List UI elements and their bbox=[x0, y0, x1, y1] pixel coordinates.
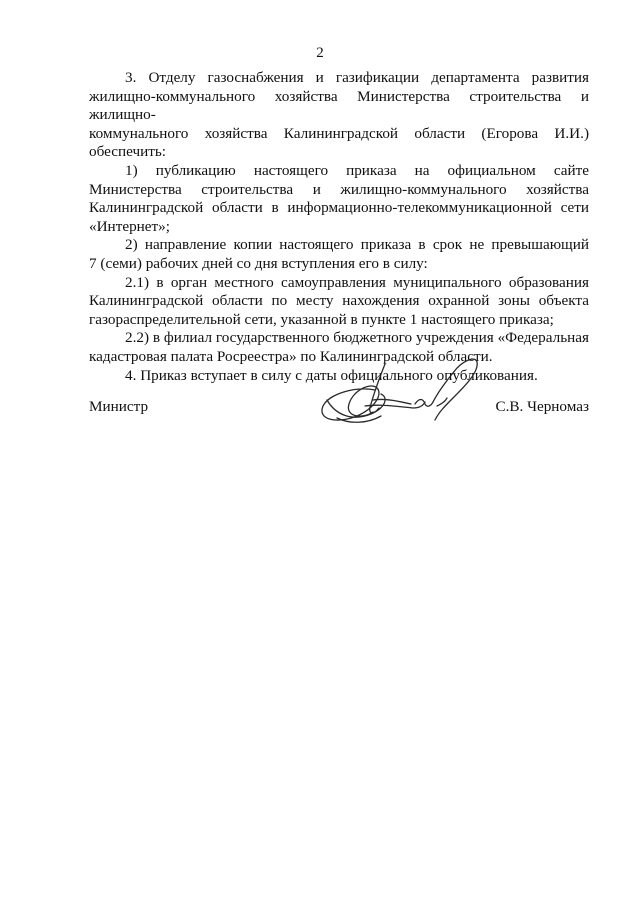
page-number: 2 bbox=[316, 45, 324, 61]
text-line: Калининградской области в информационно-телекоммуникационной сети bbox=[89, 199, 589, 217]
text-line: газораспределительной сети, указанной в пункте 1 настоящего приказа; bbox=[89, 310, 554, 328]
paragraph-item-3-1 bbox=[89, 162, 589, 236]
text-line: 2) направление копии настоящего приказа в срок не превышающий bbox=[125, 236, 589, 254]
text-line: обеспечить: bbox=[89, 143, 167, 161]
text-line: Калининградской области по месту нахождения охранной зоны объекта bbox=[89, 292, 589, 310]
text-line: 4. Приказ вступает в силу с даты официального опубликования. bbox=[125, 366, 538, 384]
paragraph-item-3-2-1 bbox=[89, 274, 589, 330]
signer-name: С.В. Черномаз bbox=[495, 398, 589, 415]
text-line: 2.2) в филиал государственного бюджетного учреждения «Федеральная bbox=[125, 329, 589, 347]
text-line: 7 (семи) рабочих дней со дня вступления его в силу: bbox=[89, 254, 428, 272]
paragraph-item-3-2 bbox=[89, 236, 589, 273]
signer-title: Министр bbox=[89, 398, 149, 415]
text-line: 2.1) в орган местного самоуправления муниципального образования bbox=[125, 273, 589, 291]
text-line: «Интернет»; bbox=[89, 217, 170, 235]
handwritten-signature bbox=[315, 350, 495, 435]
text-line: 3. Отделу газоснабжения и газификации департамента развития bbox=[125, 69, 589, 86]
text-line: коммунального хозяйства Калининградской области (Егорова И.И.) bbox=[89, 124, 589, 142]
paragraph-item-3 bbox=[89, 69, 589, 162]
document-body bbox=[89, 69, 589, 385]
text-line: жилищно-коммунального хозяйства Министерства строительства и жилищно- bbox=[89, 87, 589, 124]
text-line: кадастровая палата Росреестра» по Калининградской области. bbox=[89, 347, 493, 365]
text-line: Министерства строительства и жилищно-коммунального хозяйства bbox=[89, 180, 589, 198]
text-line: 1) публикацию настоящего приказа на официальном сайте bbox=[125, 161, 589, 179]
signature-block bbox=[89, 398, 589, 422]
